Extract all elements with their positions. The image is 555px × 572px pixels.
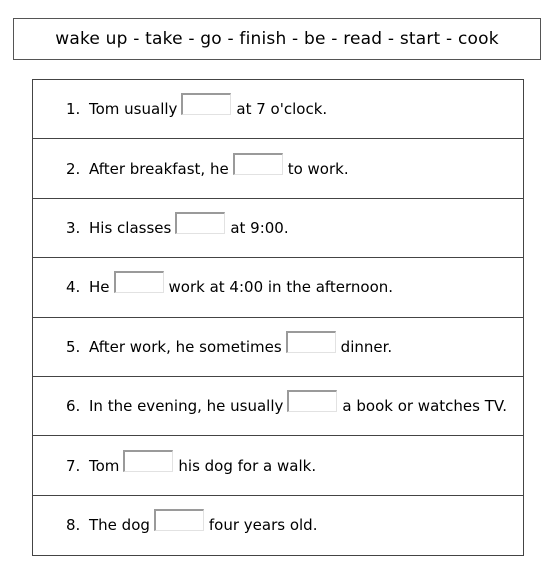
item-number: 4. — [66, 278, 81, 297]
item-number: 7. — [66, 456, 81, 475]
sentence-end: at 9:00. — [230, 218, 289, 237]
item-number: 1. — [66, 100, 81, 119]
sentence-end: dinner. — [340, 337, 393, 356]
exercise-row — [33, 199, 523, 258]
item-number: 6. — [66, 397, 81, 416]
exercise-table — [32, 79, 524, 556]
answer-input-5[interactable] — [286, 331, 336, 353]
answer-input-8[interactable] — [154, 509, 204, 531]
sentence-start: After breakfast, he — [89, 159, 229, 178]
sentence-end: to work. — [287, 159, 349, 178]
sentence-start: The dog — [89, 516, 150, 535]
exercise-row — [33, 436, 523, 495]
item-number: 8. — [66, 516, 81, 535]
answer-input-1[interactable] — [181, 93, 231, 115]
sentence-end: his dog for a walk. — [178, 456, 317, 475]
answer-input-4[interactable] — [114, 271, 164, 293]
word-bank-text: wake up - take - go - finish - be - read - start - cook — [55, 29, 499, 49]
sentence-start: Tom — [89, 456, 120, 475]
sentence-start: Tom usually — [89, 100, 178, 119]
exercise-row — [33, 318, 523, 377]
exercise-row — [33, 80, 523, 139]
word-bank-box — [13, 18, 541, 60]
sentence-end: a book or watches TV. — [342, 397, 507, 416]
sentence-start: His classes — [89, 218, 172, 237]
answer-input-7[interactable] — [123, 450, 173, 472]
sentence-start: After work, he sometimes — [89, 337, 282, 356]
sentence-start: In the evening, he usually — [89, 397, 284, 416]
exercise-row — [33, 258, 523, 317]
item-number: 3. — [66, 218, 81, 237]
exercise-row — [33, 496, 523, 555]
sentence-end: work at 4:00 in the afternoon. — [168, 278, 394, 297]
item-number: 2. — [66, 159, 81, 178]
answer-input-2[interactable] — [233, 153, 283, 175]
exercise-row — [33, 377, 523, 436]
sentence-end: at 7 o'clock. — [236, 100, 328, 119]
answer-input-3[interactable] — [175, 212, 225, 234]
answer-input-6[interactable] — [287, 390, 337, 412]
exercise-row — [33, 139, 523, 198]
sentence-end: four years old. — [208, 516, 318, 535]
sentence-start: He — [89, 278, 110, 297]
item-number: 5. — [66, 337, 81, 356]
